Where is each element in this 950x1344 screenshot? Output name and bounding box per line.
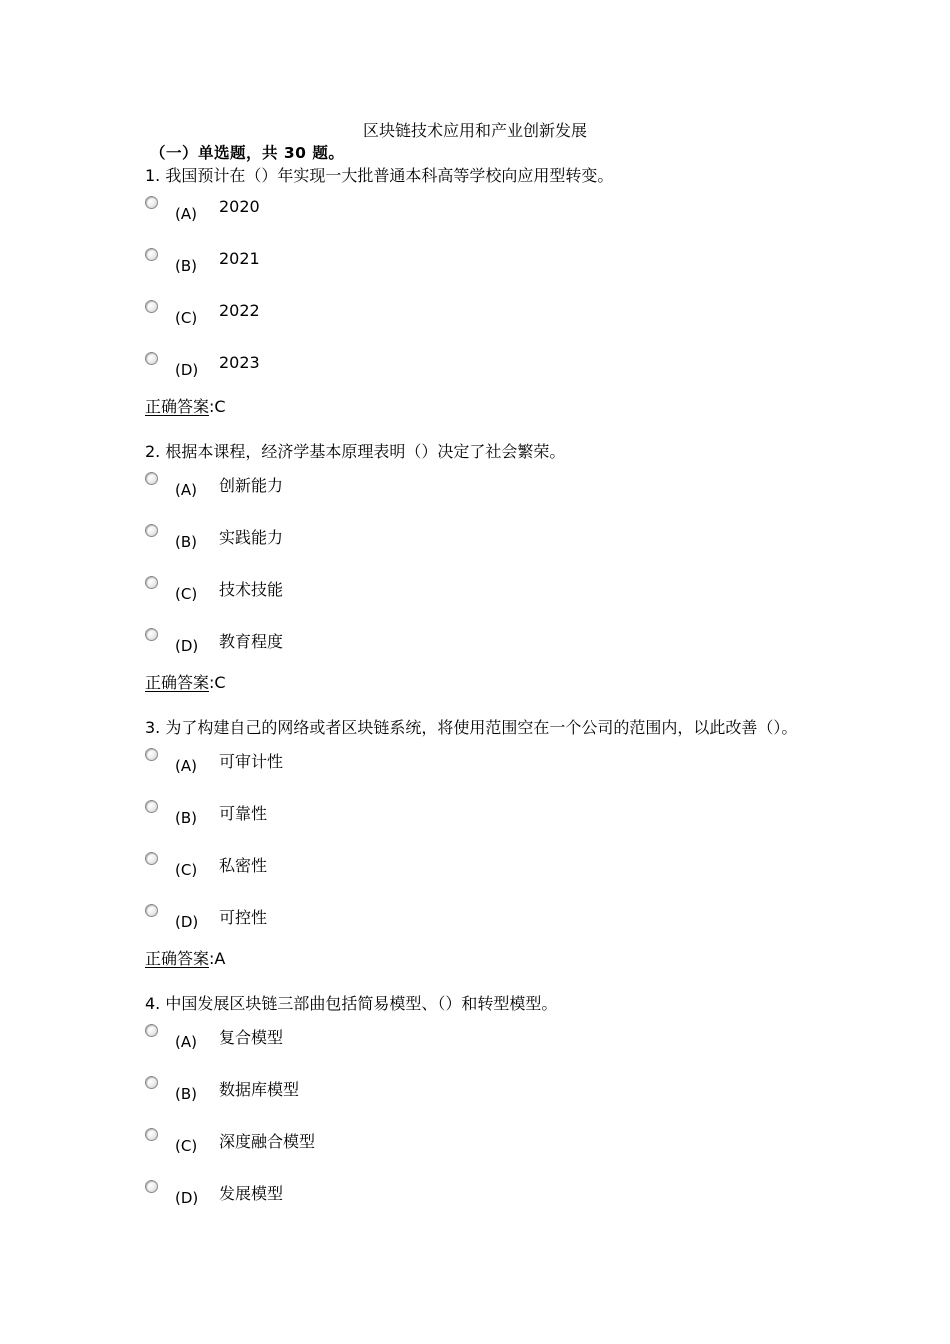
radio-button[interactable] bbox=[145, 1180, 158, 1193]
radio-button[interactable] bbox=[145, 196, 158, 209]
option-text: 2023 bbox=[219, 353, 260, 372]
option-text: 可靠性 bbox=[219, 804, 268, 823]
radio-button[interactable] bbox=[145, 248, 158, 261]
radio-button[interactable] bbox=[145, 472, 158, 485]
radio-button[interactable] bbox=[145, 800, 158, 813]
option-letter: (B) bbox=[175, 809, 197, 827]
option-letter: (A) bbox=[175, 205, 197, 223]
option-letter: (A) bbox=[175, 1033, 197, 1051]
option-1d[interactable] bbox=[0, 352, 600, 392]
radio-button[interactable] bbox=[145, 1024, 158, 1037]
option-text: 技术技能 bbox=[219, 580, 284, 599]
option-3b[interactable] bbox=[0, 800, 600, 840]
answer-label: 正确答案 bbox=[145, 949, 210, 968]
option-text: 2020 bbox=[219, 197, 260, 216]
answer-value: :A bbox=[209, 949, 226, 968]
question-text: 3. 为了构建自己的网络或者区块链系统，将使用范围空在一个公司的范围内，以此改善（）。 bbox=[145, 718, 798, 737]
answer-value: :C bbox=[209, 673, 226, 692]
option-letter: (B) bbox=[175, 1085, 197, 1103]
option-letter: (D) bbox=[175, 361, 199, 379]
answer-label: 正确答案 bbox=[145, 673, 210, 692]
radio-button[interactable] bbox=[145, 524, 158, 537]
radio-button[interactable] bbox=[145, 576, 158, 589]
option-letter: (C) bbox=[175, 1137, 198, 1155]
option-4d[interactable] bbox=[0, 1180, 600, 1220]
option-4b[interactable] bbox=[0, 1076, 600, 1116]
option-text: 实践能力 bbox=[219, 528, 284, 547]
radio-button[interactable] bbox=[145, 1076, 158, 1089]
radio-button[interactable] bbox=[145, 852, 158, 865]
option-3a[interactable] bbox=[0, 748, 600, 788]
document-title: 区块链技术应用和产业创新发展 bbox=[362, 121, 587, 140]
option-letter: (D) bbox=[175, 1189, 199, 1207]
option-4a[interactable] bbox=[0, 1024, 600, 1064]
option-letter: (D) bbox=[175, 637, 199, 655]
option-1a[interactable] bbox=[0, 196, 600, 236]
option-text: 发展模型 bbox=[219, 1184, 284, 1203]
radio-button[interactable] bbox=[145, 628, 158, 641]
option-letter: (C) bbox=[175, 309, 198, 327]
option-letter: (D) bbox=[175, 913, 199, 931]
option-text: 深度融合模型 bbox=[219, 1132, 316, 1151]
option-2d[interactable] bbox=[0, 628, 600, 668]
option-1c[interactable] bbox=[0, 300, 600, 340]
option-2b[interactable] bbox=[0, 524, 600, 564]
correct-answer bbox=[145, 946, 225, 969]
option-text: 创新能力 bbox=[219, 476, 284, 495]
question-text: 4. 中国发展区块链三部曲包括简易模型、（）和转型模型。 bbox=[145, 994, 558, 1013]
radio-button[interactable] bbox=[145, 748, 158, 761]
correct-answer bbox=[145, 670, 226, 693]
option-text: 教育程度 bbox=[219, 632, 284, 651]
option-text: 数据库模型 bbox=[219, 1080, 300, 1099]
option-3c[interactable] bbox=[0, 852, 600, 892]
option-text: 2021 bbox=[219, 249, 260, 268]
answer-value: :C bbox=[209, 397, 226, 416]
correct-answer bbox=[145, 394, 226, 417]
option-letter: (C) bbox=[175, 861, 198, 879]
option-text: 可审计性 bbox=[219, 752, 284, 771]
option-text: 复合模型 bbox=[219, 1028, 284, 1047]
radio-button[interactable] bbox=[145, 1128, 158, 1141]
option-1b[interactable] bbox=[0, 248, 600, 288]
question-text: 1. 我国预计在（）年实现一大批普通本科高等学校向应用型转变。 bbox=[145, 166, 614, 185]
option-letter: (A) bbox=[175, 481, 197, 499]
option-2a[interactable] bbox=[0, 472, 600, 512]
option-letter: (C) bbox=[175, 585, 198, 603]
option-letter: (B) bbox=[175, 257, 197, 275]
option-2c[interactable] bbox=[0, 576, 600, 616]
question-text: 2. 根据本课程，经济学基本原理表明（）决定了社会繁荣。 bbox=[145, 442, 566, 461]
option-text: 私密性 bbox=[219, 856, 268, 875]
radio-button[interactable] bbox=[145, 352, 158, 365]
answer-label: 正确答案 bbox=[145, 397, 210, 416]
option-text: 可控性 bbox=[219, 908, 268, 927]
option-3d[interactable] bbox=[0, 904, 600, 944]
option-text: 2022 bbox=[219, 301, 260, 320]
option-letter: (B) bbox=[175, 533, 197, 551]
radio-button[interactable] bbox=[145, 300, 158, 313]
section-title: （一）单选题，共 30 题。 bbox=[150, 144, 345, 162]
radio-button[interactable] bbox=[145, 904, 158, 917]
option-letter: (A) bbox=[175, 757, 197, 775]
option-4c[interactable] bbox=[0, 1128, 600, 1168]
